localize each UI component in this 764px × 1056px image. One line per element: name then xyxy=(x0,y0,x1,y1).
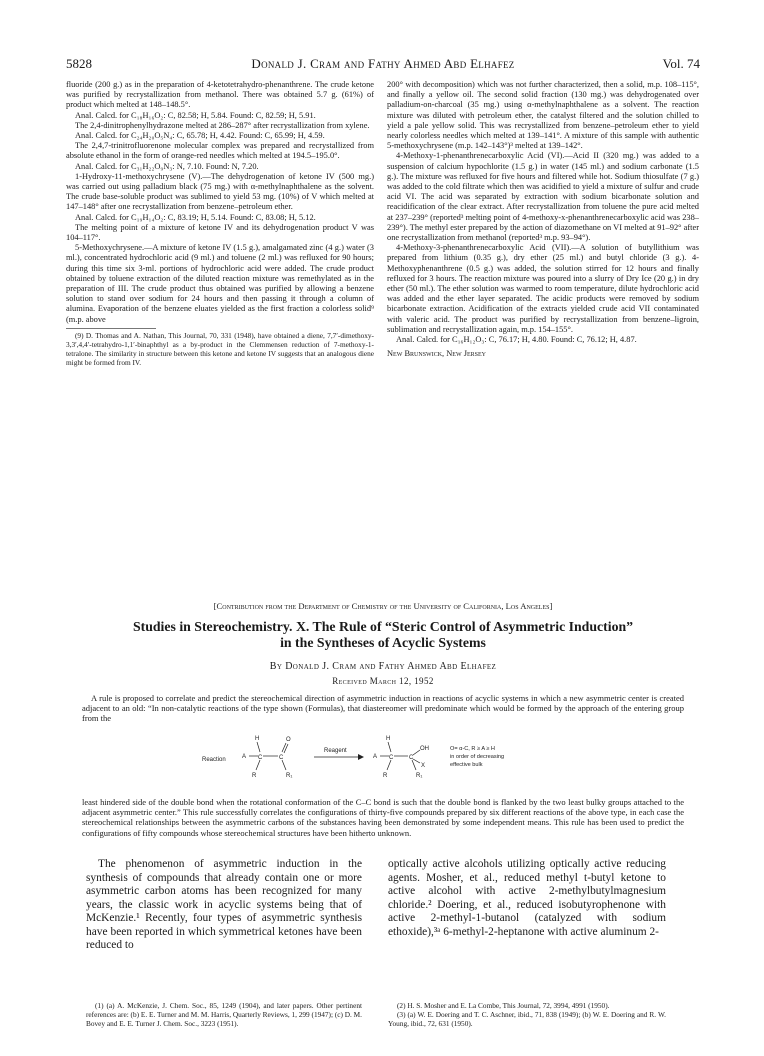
svg-text:OH: OH xyxy=(420,746,429,752)
running-header xyxy=(66,56,700,72)
svg-text:C: C xyxy=(279,755,284,761)
paragraph: 4-Methoxy-1-phenanthrenecarboxylic Acid (VI).—Acid II (320 mg.) was added to a suspension of calcium hypochlorite (1.5 g.) in water (145 ml.) and sodium carbonate (1.5 g.). The mixture was refluxed for five hours and filtered while hot. Sodium thiosulfate (7 g.) was added to the cold filtrate which then was acidified to yield a mixture of sulfur and crude acid VI. The acid was separated by extraction with sodium bicarbonate solution and reacidification of the clear extract. After recrystallization from toluene the pure acid melted at 237–239° (reported³ melting point of 4-methoxy-x-phenanthrenecarboxylic acid was 238–239°). The methyl ester prepared by the action of diazomethane on VI melted at 91–92° after one recrystallization from methanol (reported³ m.p. 93–94°). xyxy=(387,151,699,243)
paragraph: 200° with decomposition) which was not further characterized, then a solid, m.p. 108–115°, and finally a yellow oil. The second solid fraction (130 mg.) was dehydrogenated over palladium-on-charcoal (35 mg.) using α-methylnaphthalene as a solvent. The reaction mixture was diluted with petroleum ether, the catalyst filtered and the solution chilled to yield a pale yellow solid. This was recrystallized from benzene–petroleum ether to yield nearly colorless needles which melted at 139–141°. A mixture of this sample with authentic 5-methoxychrysene (m.p. 142–143°)³ melted at 139–142°. xyxy=(387,80,699,151)
footnotes-left xyxy=(86,1002,362,1029)
page-number: 5828 xyxy=(66,56,92,71)
footnotes-right xyxy=(388,1002,666,1029)
article-title xyxy=(66,619,700,651)
contribution-line: [Contribution from the Department of Chemistry of the University of California, Los Angeles] xyxy=(213,601,553,611)
footnote-9 xyxy=(66,332,374,368)
svg-text:O: O xyxy=(286,737,291,743)
body-left-column xyxy=(86,858,362,953)
previous-article-right-column xyxy=(387,80,699,359)
paragraph: 4-Methoxy-3-phenanthrenecarboxylic Acid (VII).—A solution of butyllithium was prepared from lithium (0.35 g.), dry ether (25 ml.) and butyl chloride (3 g.). 4-Methoxyphenanthrene (0.5 g.) was added, the solution stirred for 12 hours and finally refluxed for 3 hours. The reaction mixture was poured into a slurry of Dry Ice (20 g.) in dry ether (50 ml.). The ether solution was warmed to room temperature, dilute hydrochloric acid was added and the ether layer separated. The acidic products were removed by sodium bicarbonate extraction. Acidification of the extracts yielded crude acid VII contaminated with valeric acid. The product was purified by recrystallization from benzene–ligroin, sublimation and recrystallization again, m.p. 154–155°. xyxy=(387,243,699,334)
received-date: Received March 12, 1952 xyxy=(332,676,434,686)
svg-text:A: A xyxy=(373,754,378,760)
volume-label: Vol. 74 xyxy=(662,56,700,71)
reactant-structure xyxy=(242,736,292,779)
footnote-2: (2) H. S. Mosher and E. La Combe, This Journal, 72, 3994, 4991 (1950). xyxy=(397,1001,610,1010)
paragraph: 5-Methoxychrysene.—A mixture of ketone IV (1.5 g.), amalgamated zinc (4 g.) water (3 ml.), concentrated hydrochloric acid (9 ml.) and toluene (2 ml.) was refluxed for 90 hours; during this time six 3-ml. portions of hydrochloric acid were added. The crude product obtained by toluene extraction of the diluted reaction mixture was remethylated as in the preparation of III. The crude product thus obtained was purified by allowing a benzene solution to stand over sodium for 24 hours and then passing it through a column of alumina. Evaporation of the benzene eluates yielded as the first fraction a colorless solid⁹ (m.p. above xyxy=(66,243,374,324)
svg-text:A: A xyxy=(242,754,247,760)
body-right-column xyxy=(388,858,666,939)
svg-text:H: H xyxy=(386,736,391,742)
body-paragraph: optically active alcohols utilizing optically active reducing agents. Mosher, et al., reduced methyl t-butyl ketone to active alcohol with active 2-methylbutylmagnesium chloride.² Doering, et al., reduced isobutyrophenone with active 2-methyl-1-butanol (catalyzed with sodium ethoxide),³ᵃ 6-methyl-2-heptanone with active aluminum 2- xyxy=(388,858,666,938)
svg-text:R: R xyxy=(252,773,257,779)
svg-text:C: C xyxy=(389,755,394,761)
reagent-label: Reagent xyxy=(324,748,347,754)
reaction-scheme xyxy=(200,728,640,792)
abstract-text: A rule is proposed to correlate and predict the stereochemical direction of asymmetric induction in reactions of acyclic systems in which a new asymmetric center is created adjacent to an old: “In non-catalytic reactions of the type shown (Formulas), that diastereomer will predominate which would be formed by the approach of the entering group from the xyxy=(82,693,684,724)
scheme-note xyxy=(450,746,504,768)
paragraph: The melting point of a mixture of ketone IV and its dehydrogenation product V was 104–117°. xyxy=(66,222,374,243)
reaction-label: Reaction xyxy=(202,757,226,763)
svg-text:X: X xyxy=(421,763,426,769)
svg-text:R₁: R₁ xyxy=(416,773,423,779)
paragraph: Anal. Calcd. for C₃₁H₂₂O₉N₃: N, 7.10. Found: N, 7.20. xyxy=(75,161,259,171)
title-line-1: Studies in Stereochemistry. X. The Rule of “Steric Control of Asymmetric Induction” xyxy=(132,619,634,634)
footnote-1: (1) (a) A. McKenzie, J. Chem. Soc., 85, 1249 (1904), and later papers. Other pertinent references are: (b) E. E. Turner and M. M. Harris, Quarterly Reviews, 1, 299 (1947); (c) D. M. Bovey and E. E. Turner J. Chem. Soc., 3223 (1951). xyxy=(86,1001,362,1028)
svg-text:C: C xyxy=(409,755,414,761)
location-signoff: New Brunswick, New Jersey xyxy=(387,349,486,359)
abstract-part-1 xyxy=(82,693,684,724)
note-line-3: effective bulk xyxy=(450,762,483,768)
note-line-2: in order of decreasing xyxy=(450,754,505,760)
paragraph: Anal. Calcd. for C₁₆H₁₂O₃: C, 76.17; H, 4.80. Found: C, 76.12; H, 4.87. xyxy=(396,335,637,345)
footnote-3: (3) (a) W. E. Doering and T. C. Aschner, ibid., 71, 838 (1949); (b) W. E. Doering and R. W. Young, ibid., 72, 631 (1950). xyxy=(388,1009,666,1028)
paragraph: fluoride (200 g.) as in the preparation of 4-ketotetrahydro-phenanthrene. The crude ketone was purified by recrystallization from methanol. There was obtained 5.7 g. (61%) of product which melted at 148–148.5°. xyxy=(66,80,374,110)
header-authors: Donald J. Cram and Fathy Ahmed Abd Elhafez xyxy=(251,56,515,71)
paragraph: Anal. Calcd. for C₂₄H₂₀O₅N₄: C, 65.78; H, 4.42. Found: C, 65.99; H, 4.59. xyxy=(75,131,325,141)
previous-article-left-column xyxy=(66,80,374,368)
reaction-arrow xyxy=(314,748,364,760)
footnote-rule xyxy=(66,328,156,329)
body-paragraph: The phenomenon of asymmetric induction in the synthesis of compounds that already contain one or more asymmetric carbon atoms has been recognized for many years, the classic work in acyclic systems being that of McKenzie.¹ Recently, four types of asymmetric synthesis have been reported in which symmetrical ketones have been reduced to xyxy=(86,858,362,951)
paragraph: The 2,4-dinitrophenylhydrazone melted at 286–287° after recrystallization from xylene. xyxy=(75,120,370,130)
byline: By Donald J. Cram and Fathy Ahmed Abd Elhafez xyxy=(269,661,497,672)
product-structure xyxy=(373,736,429,779)
paragraph: Anal. Calcd. for C₁₉H₁₄O₂: C, 83.19; H, 5.14. Found: C, 83.08; H, 5.12. xyxy=(75,212,316,222)
svg-text:R: R xyxy=(383,773,388,779)
abstract-text: least hindered side of the double bond when the rotational conformation of the C–C bond is such that the double bond is flanked by the two least bulky groups attached to the adjacent asymmetric center.” This rule successfully correlates the configurations of thirty-five compounds prepared by six different reactions of the above type, in each case the stereochemical relationships between the asymmetric carbons of the substances having been demonstrated by some independent means. This rule has been used to predict the configurations of fifty compounds whose stereochemical structures have been hitherto unknown. xyxy=(82,797,684,838)
footnote-text: (9) D. Thomas and A. Nathan, This Journal, 70, 331 (1948), have obtained a diene, 7,7′-dimethoxy-3,3′,4,4′-tetrahydro-1,1′-binaphthyl as a by-product in the Clemmensen reduction of 7-methoxy-1-tetralone. The similarity in structure between this ketone and ketone IV suggests that an analogous diene might be formed from IV. xyxy=(66,330,374,367)
abstract-part-2 xyxy=(82,797,684,838)
paragraph: Anal. Calcd. for C₁₈H₁₆O₂: C, 82.58; H, 5.84. Found: C, 82.59; H, 5.91. xyxy=(75,110,316,120)
svg-text:R₁: R₁ xyxy=(286,773,293,779)
note-line-1: O= α-C, R ≥ A ≥ H xyxy=(450,746,495,752)
title-line-2: in the Syntheses of Acyclic Systems xyxy=(280,635,486,650)
paragraph: 1-Hydroxy-11-methoxychrysene (V).—The dehydrogenation of ketone IV (500 mg.) was carried out using palladium black (75 mg.) with α-methylnaphthalene as the solvent. The crude base-soluble product was sublimed to yield 53 mg. (10%) of V which melted at 147–148° after one recrystallization from benzene–petroleum ether. xyxy=(66,171,374,212)
svg-text:H: H xyxy=(255,736,260,742)
paragraph: The 2,4,7-trinitrofluorenone molecular complex was prepared and recrystallized from absolute ethanol in the form of orange-red needles which melted at 194.5–195.0°. xyxy=(66,141,374,161)
svg-text:C: C xyxy=(258,755,263,761)
